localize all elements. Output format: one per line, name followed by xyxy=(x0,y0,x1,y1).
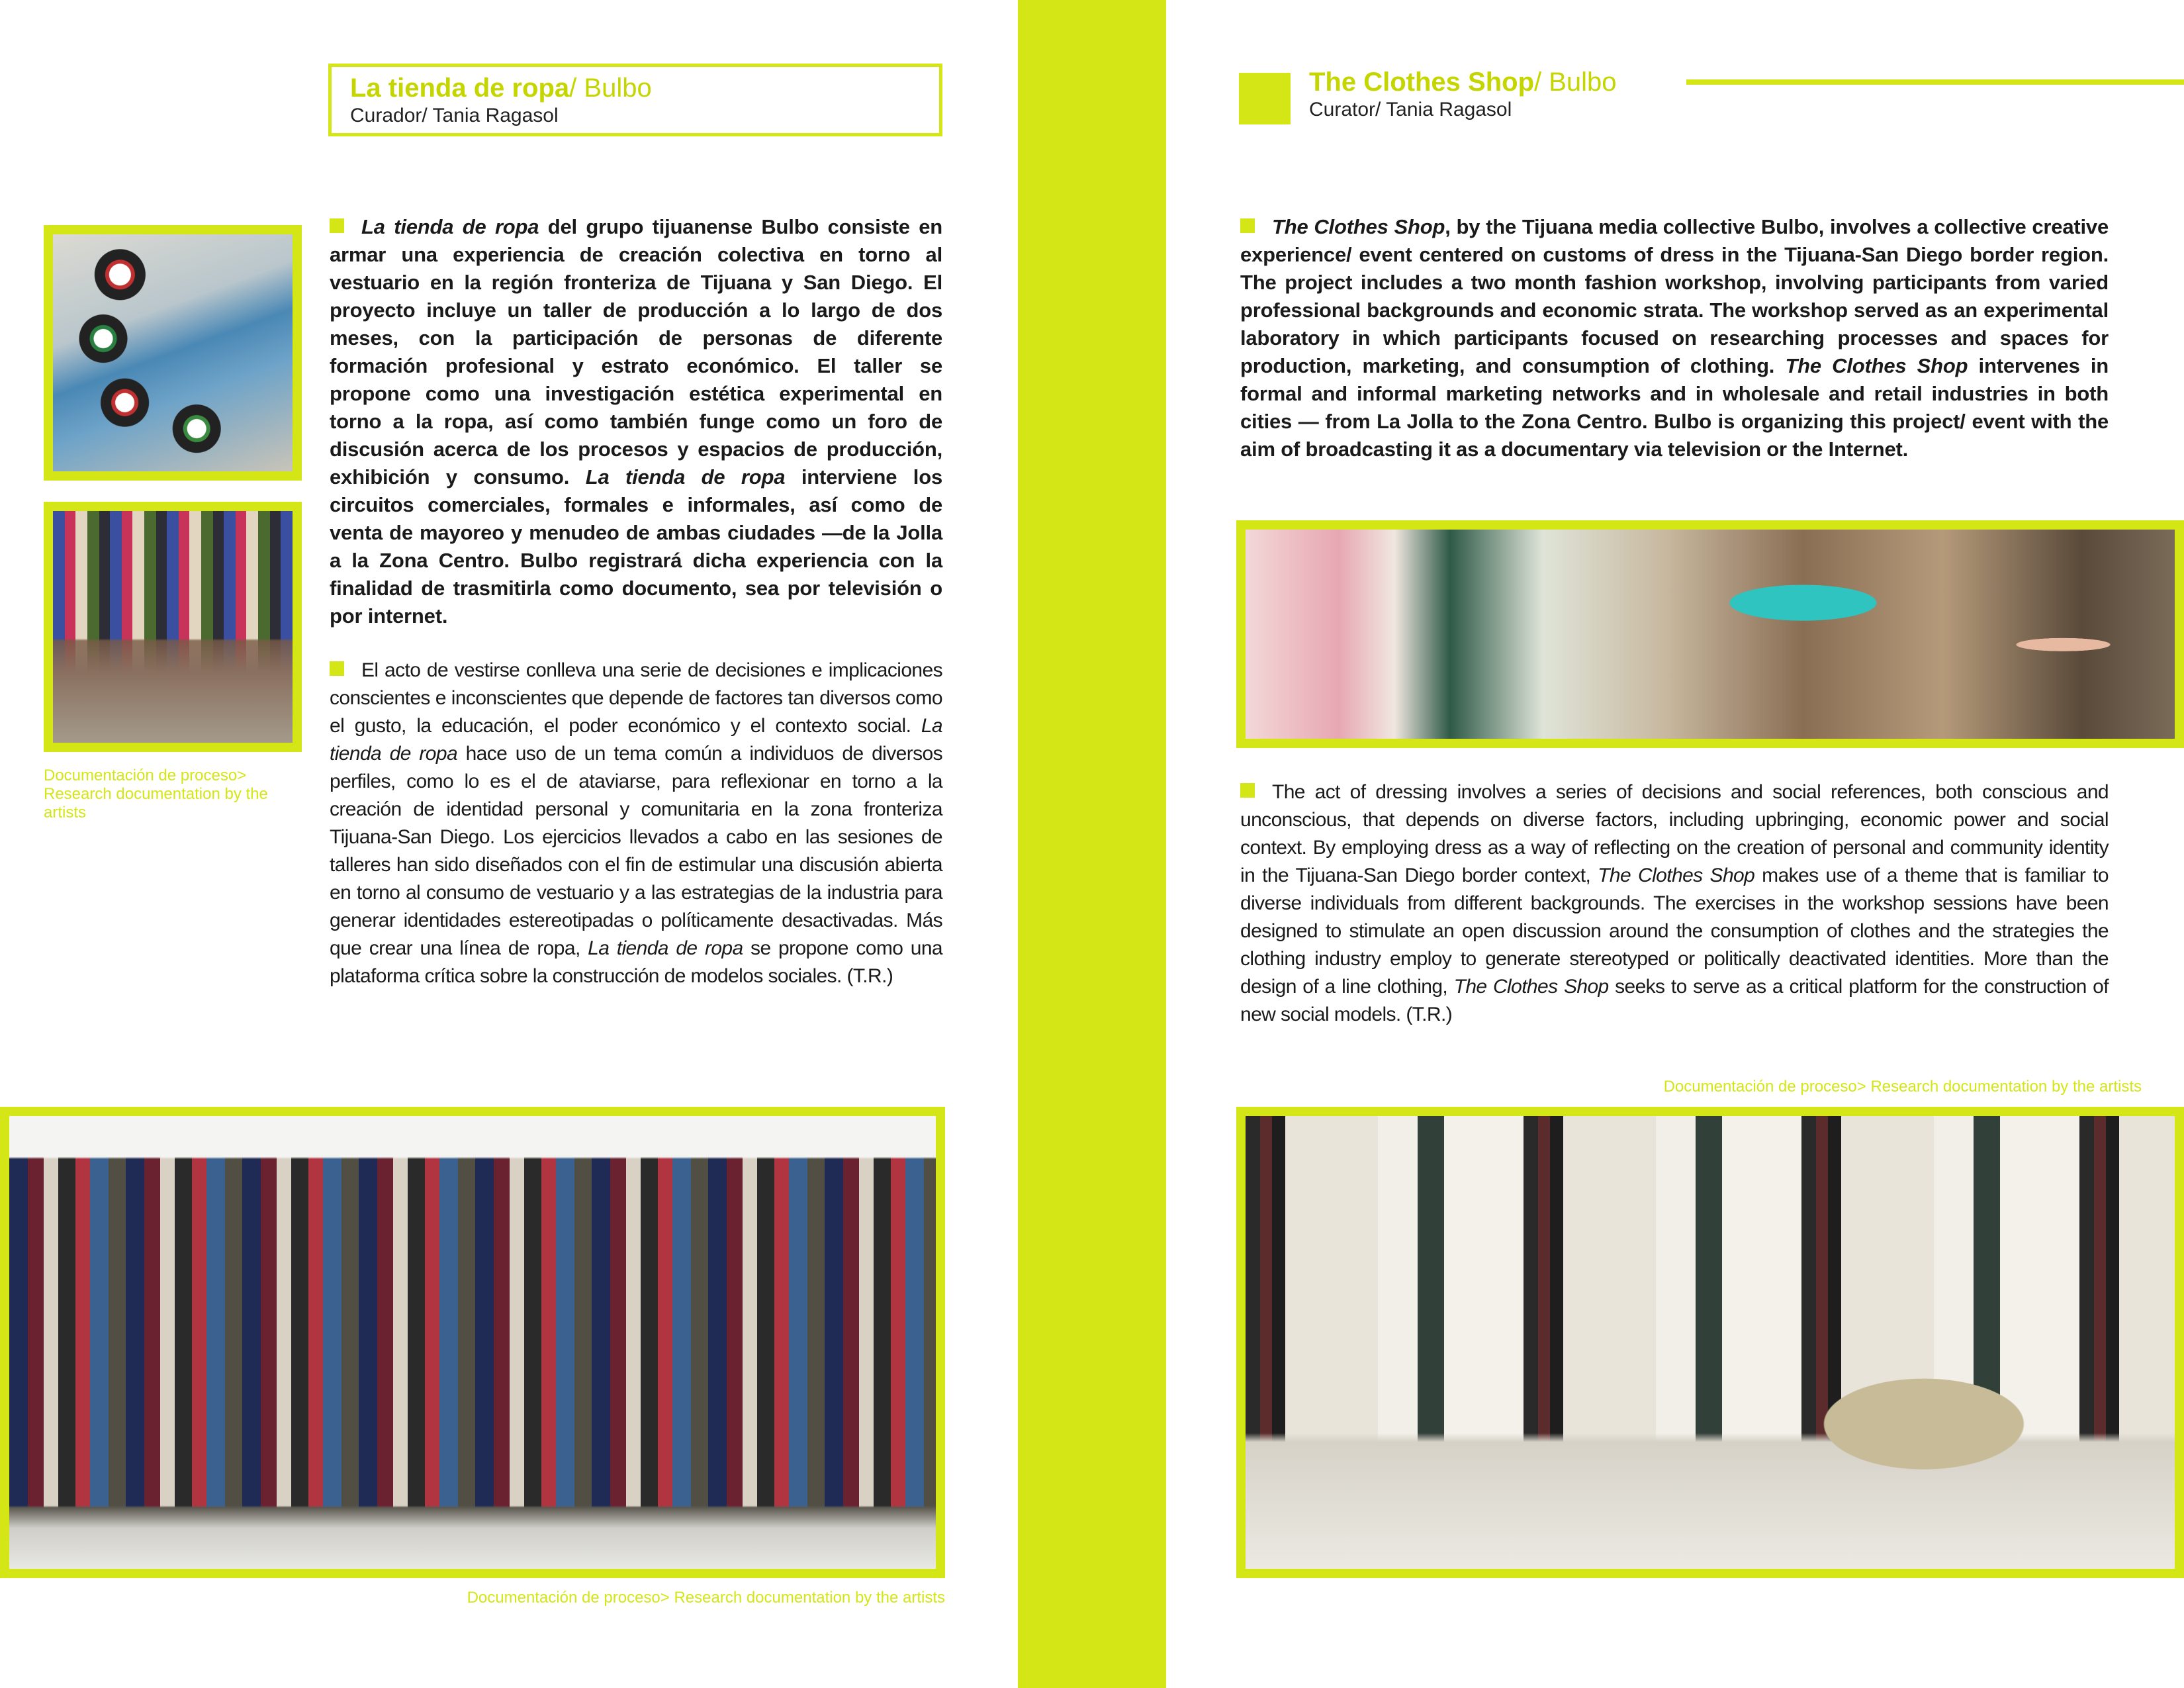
photo-clothes-rack xyxy=(44,502,302,752)
right-caption: Documentación de proceso> Research documentation by the artists xyxy=(1663,1078,2142,1096)
left-p2-italic-2: La tienda de ropa xyxy=(588,937,743,959)
photo-clothes-rack-image xyxy=(53,511,293,743)
left-curator: Curador/ Tania Ragasol xyxy=(350,105,559,126)
left-p1-text-b: interviene los circuitos comerciales, formales e informales, así como de venta de mayoreo y menudeo de ambas ciudades —de la Jolla a la Zona Centro. Bulbo registrará dicha experiencia con la finalidad de trasmitirla como documento, sea por televisión o por internet. xyxy=(330,465,942,628)
photo-workshop-image xyxy=(1246,530,2175,739)
bullet-square-icon xyxy=(330,218,344,233)
right-title-square xyxy=(1239,73,1291,124)
right-title-rule xyxy=(1686,79,2184,85)
left-bottom-caption: Documentación de proceso> Research documentation by the artists xyxy=(467,1589,945,1607)
right-p1-text-a: , by the Tijuana media collective Bulbo, involves a collective creative experience/ event centered on customs of dress in the Tijuana-San Diego border region. The project includes a two month fashion workshop, involving participants from varied professional backgrounds and economic strata. The workshop served as an experimental laboratory in which participants focused on researching processes and spaces for production, marketing, and consumption of clothing. xyxy=(1240,215,2109,377)
photo-knobs-image xyxy=(53,234,293,471)
photo-workshop xyxy=(1236,520,2184,748)
bullet-square-icon xyxy=(1240,218,1255,233)
right-p2-italic-2: The Clothes Shop xyxy=(1453,976,1609,998)
right-paragraph-1 xyxy=(1240,213,2109,463)
left-p1-italic-2: La tienda de ropa xyxy=(585,465,786,489)
right-paragraph-2 xyxy=(1240,778,2109,1029)
left-side-caption: Documentación de proceso> Research documentation by the artists xyxy=(44,767,268,821)
left-title-box xyxy=(328,64,942,136)
right-title-main: The Clothes Shop xyxy=(1309,68,1534,97)
left-p2-text-a: El acto de vestirse conlleva una serie de decisiones e implicaciones conscientes e inconscientes que depende de factores tan diversos como el gusto, la educación, el poder económico y el contexto social. xyxy=(330,659,942,737)
left-title-suffix: / Bulbo xyxy=(569,73,652,103)
right-page-title xyxy=(1309,66,1617,98)
right-title-suffix: / Bulbo xyxy=(1534,68,1617,97)
left-paragraph-1 xyxy=(330,213,942,630)
right-p1-text-b: intervenes in formal and informal marketing networks and in wholesale and retail industries in both cities — from La Jolla to the Zona Centro. Bulbo is organizing this project/ event with the aim of broadcasting it as a documentary via television or the Internet. xyxy=(1240,354,2109,461)
center-gutter-band xyxy=(1018,0,1166,1688)
right-p2-text-c: seeks to serve as a critical platform for the construction of new social models. (T.R.) xyxy=(1240,976,2109,1025)
left-p1-italic: La tienda de ropa xyxy=(361,215,539,238)
right-p2-text-b: makes use of a theme that is familiar to diverse individuals from different backgrounds. The exercises in the workshop sessions have been designed to stimulate an open discussion around the consumption of clothes and the strategies the clothing industry employ to generate stereotyped or politically deactivated identities. More than the design of a line clothing, xyxy=(1240,865,2109,998)
bullet-square-icon xyxy=(1240,783,1255,798)
photo-garage-clothes-image xyxy=(9,1116,936,1569)
left-p2-text-b: hace uso de un tema común a individuos de diversos perfiles, como lo es el de ataviarse, para reflexionar en torno a la creación de identidad personal y comunitaria en la zona fronteriza Tijuana-San Diego. Los ejercicios llevados a cabo en las sesiones de talleres han sido diseñados con el fin de estimular una discusión abierta en torno al consumo de vestuario y a las estrategias de la industria para generar identidades estereotipadas o políticamente desactivadas. Más que crear una línea de ropa, xyxy=(330,743,942,959)
right-p1-italic: The Clothes Shop xyxy=(1272,215,1445,238)
left-p1-text-a: del grupo tijuanense Bulbo consiste en armar una experiencia de creación colectiva en torno al vestuario en la región fronteriza de Tijuana y San Diego. El proyecto incluye un taller de producción a lo largo de dos meses, con la participación de personas de diferente formación profesional y estrato económico. El taller se propone como una investigación estética experimental en torno a la ropa, así como también funge como un foro de discusión acerca de los procesos y espacios de producción, exhibición y consumo. xyxy=(330,215,942,489)
right-title-block xyxy=(1309,66,1617,122)
left-paragraph-2 xyxy=(330,657,942,990)
right-curator: Curator/ Tania Ragasol xyxy=(1309,99,1512,120)
right-p1-italic-2: The Clothes Shop xyxy=(1785,354,1968,377)
left-p2-text-c: se propone como una plataforma crítica sobre la construcción de modelos sociales. (T.R.) xyxy=(330,937,942,987)
photo-garage-clothes xyxy=(0,1107,945,1578)
left-page-title xyxy=(350,72,939,104)
photo-knobs xyxy=(44,225,302,481)
photo-clothes-store-image xyxy=(1246,1116,2175,1569)
right-p2-text-a: The act of dressing involves a series of decisions and social references, both conscious and unconscious, that depends on diverse factors, including upbringing, economic power and social context. By employing dress as a way of reflecting on the creation of personal and community identity in the Tijuana-San Diego border context, xyxy=(1240,781,2109,886)
photo-clothes-store xyxy=(1236,1107,2184,1578)
left-p2-italic: La tienda de ropa xyxy=(330,715,942,765)
left-title-main: La tienda de ropa xyxy=(350,73,570,103)
bullet-square-icon xyxy=(330,661,344,676)
right-p2-italic: The Clothes Shop xyxy=(1598,865,1755,886)
